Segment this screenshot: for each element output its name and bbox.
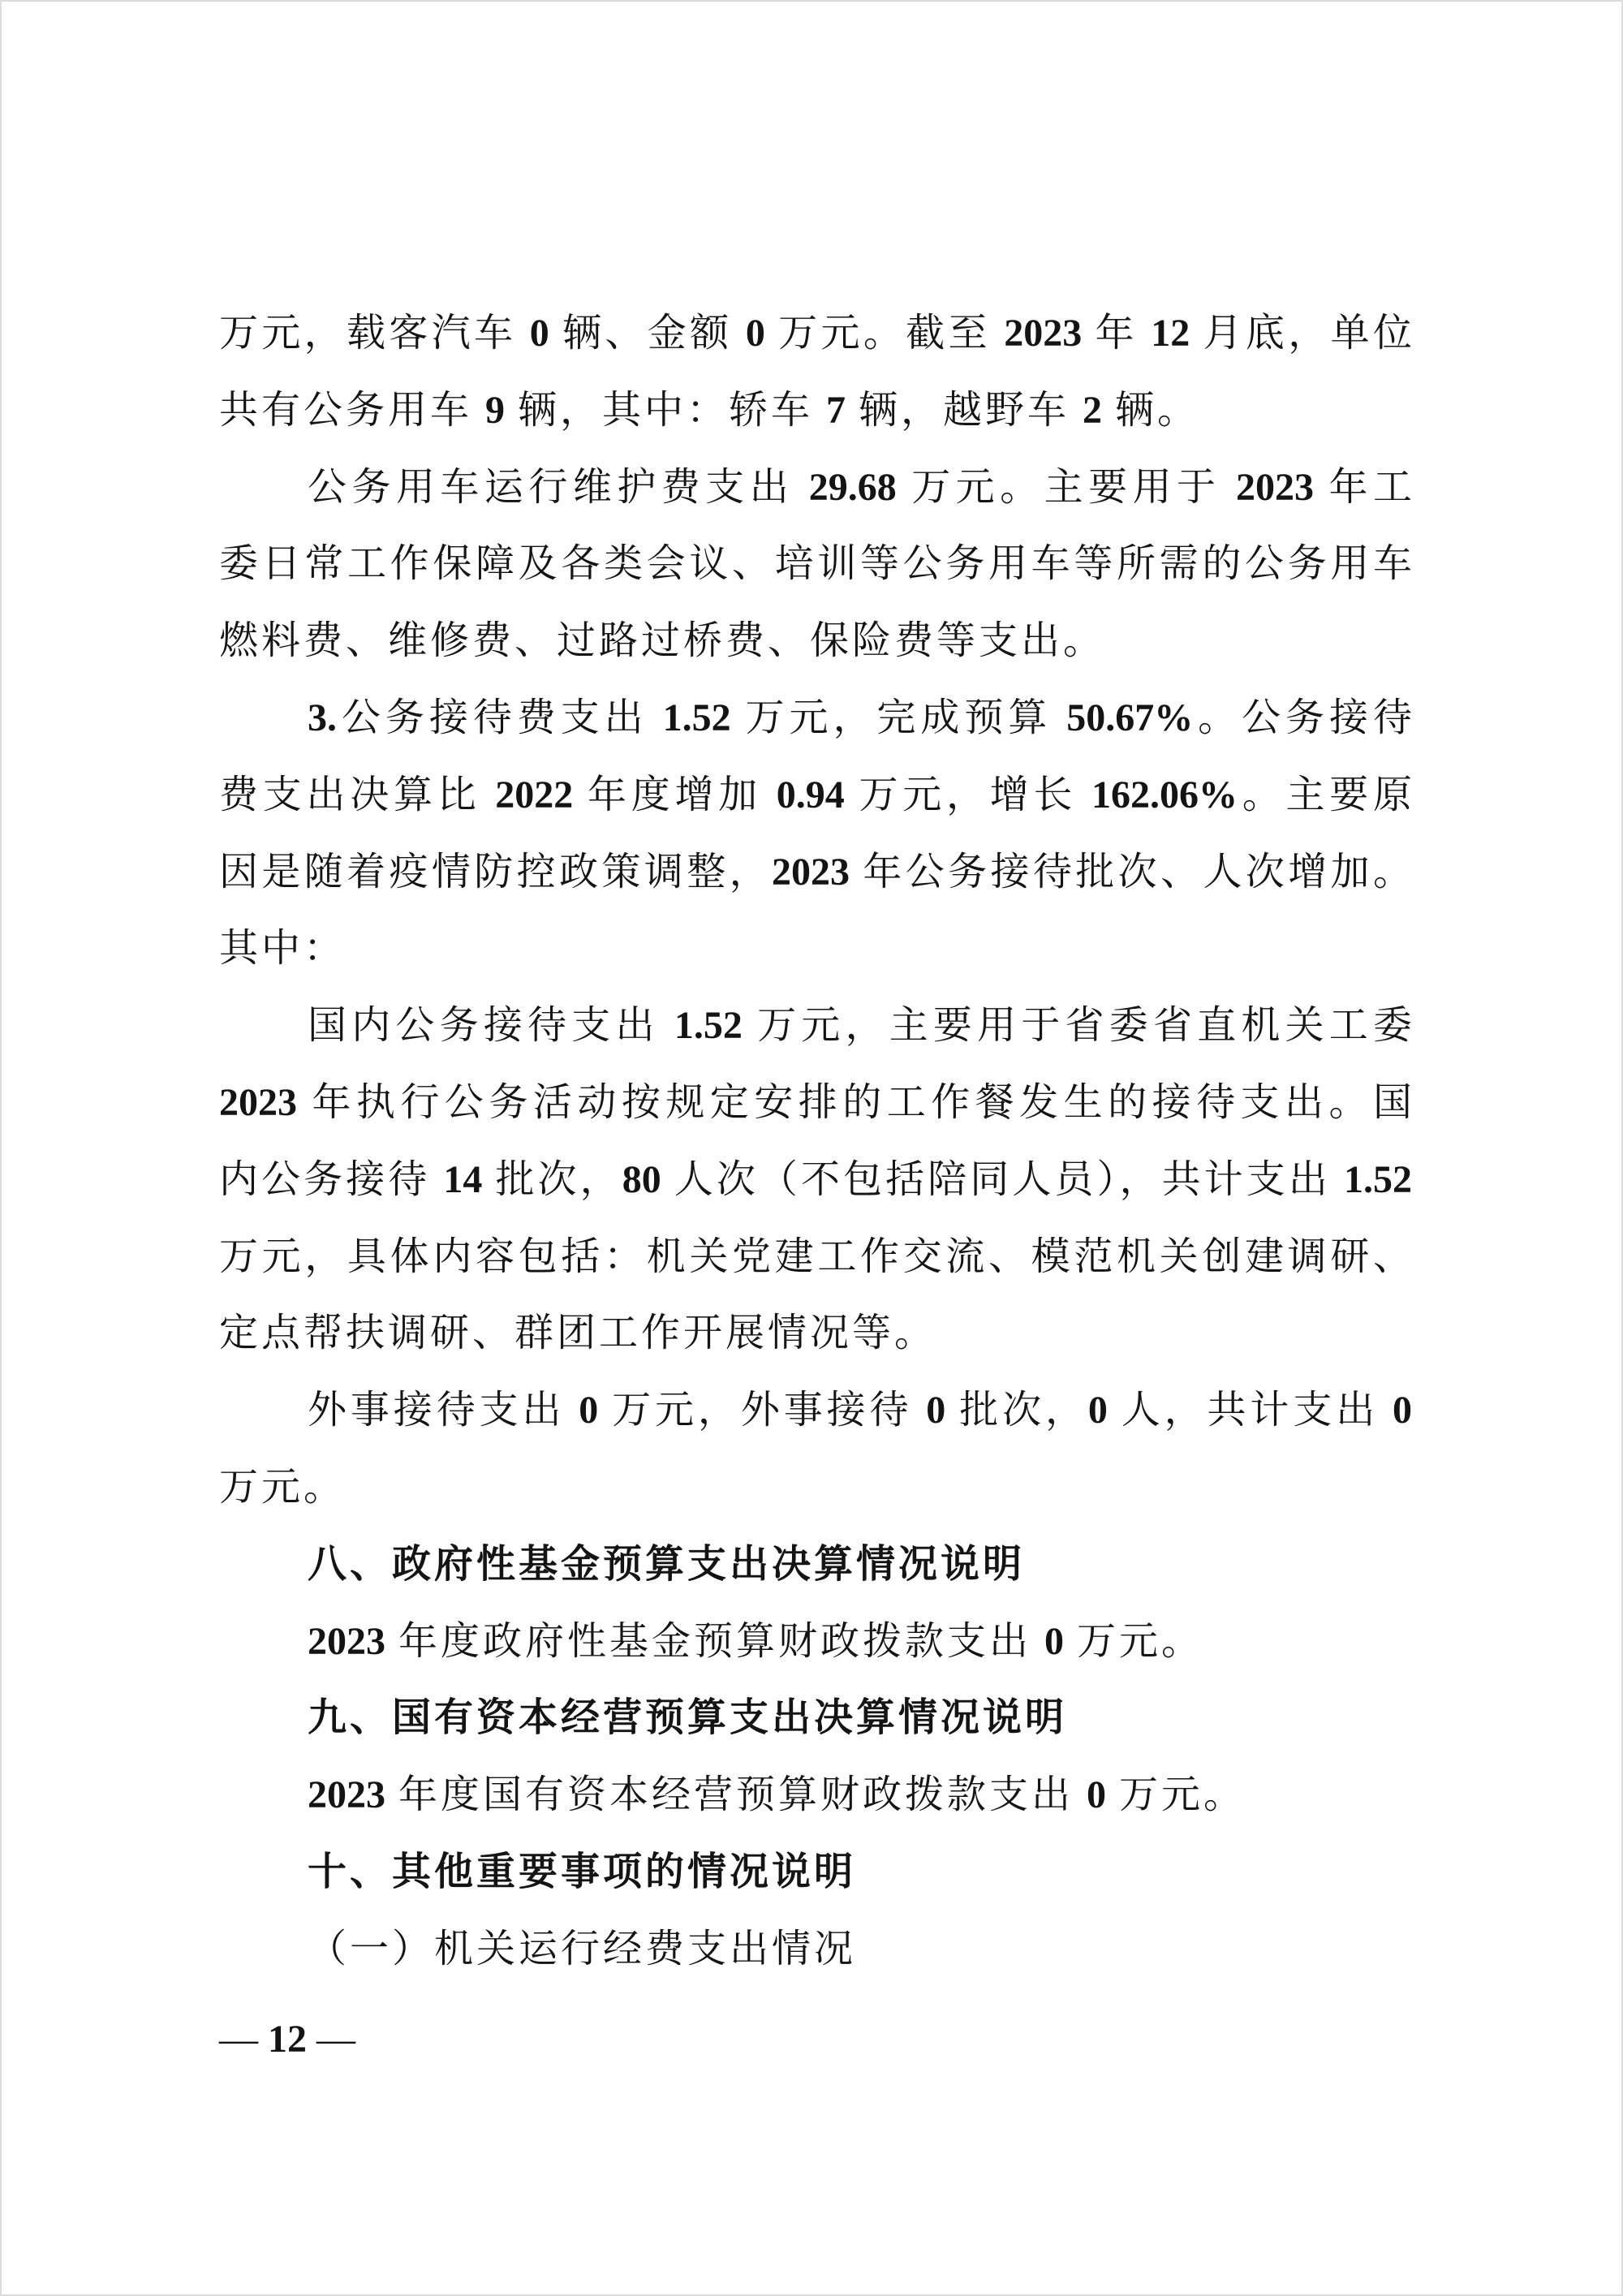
text-run: 辆。	[1102, 388, 1200, 432]
number-value: 1.52	[1343, 1157, 1412, 1201]
text-run: 人次（不包括陪同人员），共计支出	[661, 1157, 1344, 1201]
text-run: 年执行公务活动按规定安排的工作餐发生的接待支出。国	[297, 1080, 1412, 1124]
text-run: 辆、金额	[549, 312, 746, 355]
body-line	[219, 1372, 1412, 1450]
paragraph-foreign-reception	[219, 1372, 1412, 1527]
body-line	[219, 1065, 1412, 1142]
document-body	[219, 295, 1412, 1988]
section-9-body	[219, 1757, 1412, 1834]
body-line	[219, 988, 1412, 1065]
section-heading-8: 八、政府性基金预算支出决算情况说明	[308, 1542, 1026, 1586]
text-run: 定点帮扶调研、群团工作开展情况等。	[219, 1312, 937, 1355]
text-run: 万元，外事接待	[598, 1389, 927, 1432]
body-line	[219, 911, 1412, 988]
body-line	[219, 757, 1412, 834]
text-run: 年公务接待批次、人次增加。	[850, 850, 1412, 894]
body-line	[219, 1142, 1412, 1219]
number-value: 1.52	[662, 696, 731, 739]
text-run: 人，共计支出	[1107, 1389, 1393, 1432]
section-heading-9: 九、国有资本经营预算支出决算情况说明	[308, 1696, 1068, 1740]
text-run: 公务接待费支出	[337, 696, 663, 739]
text-run: 年度国有资本经营预算财政拨款支出	[385, 1773, 1087, 1817]
text-run: 年度增加	[573, 773, 777, 816]
text-run: 年工	[1314, 465, 1412, 509]
number-value: 1.52	[674, 1004, 743, 1048]
text-run: 委日常工作保障及各类会议、培训等公务用车等所需的公务用车	[219, 542, 1412, 586]
text-run: 因是随着疫情防控政策调整，	[219, 850, 772, 894]
body-line	[219, 1219, 1412, 1296]
number-value: 0	[745, 312, 765, 355]
paragraph-reception-expense	[219, 680, 1412, 988]
number-value: 12	[1151, 312, 1190, 355]
number-value: 0	[926, 1389, 946, 1432]
page-number: 12	[268, 2018, 307, 2061]
body-line	[219, 834, 1412, 911]
text-run: 年	[1082, 312, 1152, 355]
text-run: 其中：	[219, 927, 347, 971]
number-value: 9	[485, 388, 506, 432]
page-number-suffix: —	[307, 2018, 355, 2061]
number-value: 2023	[1236, 465, 1315, 509]
text-run: 公务用车运行维护费支出	[308, 465, 809, 509]
number-value: 0	[1087, 1389, 1108, 1432]
body-line	[219, 1295, 1412, 1372]
number-value: 2023	[308, 1619, 385, 1663]
number-value: 7	[826, 388, 846, 432]
text-run: 万元。主要用于	[896, 465, 1237, 509]
text-run: 批次，	[945, 1389, 1088, 1432]
section-heading-10: 十、其他重要事项的情况说明	[308, 1850, 857, 1893]
text-run: 万元。	[1064, 1619, 1204, 1663]
number-value: 0.94	[776, 773, 845, 816]
text-run: 共有公务用车	[219, 388, 486, 432]
text-run: 外事接待支出	[308, 1389, 579, 1432]
text-run: 费支出决算比	[219, 773, 496, 816]
text-run: 燃料费、维修费、过路过桥费、保险费等支出。	[219, 619, 1106, 663]
text-run: 万元。	[1106, 1773, 1246, 1817]
page-number-prefix: —	[219, 2018, 268, 2061]
body-line	[219, 295, 1412, 373]
number-value: 0	[579, 1389, 599, 1432]
number-value: 2023	[1004, 312, 1083, 355]
number-value: 2022	[495, 773, 574, 816]
text-run: 。主要原	[1237, 773, 1412, 816]
text-run: 万元，载客汽车	[219, 312, 530, 355]
text-run: 国内公务接待支出	[308, 1004, 674, 1048]
text-run: 月底，单位	[1190, 312, 1412, 355]
number-value: 2023	[772, 850, 850, 894]
section-8-body	[219, 1604, 1412, 1681]
number-value: 0	[1087, 1773, 1107, 1817]
number-value: 29.68	[808, 465, 897, 509]
subsection-heading: （一）机关运行经费支出情况	[308, 1927, 857, 1971]
body-line	[219, 603, 1412, 680]
paragraph-vehicle-maintenance	[219, 450, 1412, 680]
text-run: 。公务接待	[1193, 696, 1412, 739]
number-value: 50.67%	[1066, 696, 1194, 739]
text-run: 万元，具体内容包括：机关党建工作交流、模范机关创建调研、	[219, 1234, 1412, 1278]
body-line	[219, 680, 1412, 757]
text-run: 万元，主要用于省委省直机关工委	[742, 1004, 1412, 1048]
section-8	[219, 1527, 1412, 1681]
section-9	[219, 1680, 1412, 1834]
section-10	[219, 1834, 1412, 1988]
text-run: 年度政府性基金预算财政拨款支出	[385, 1619, 1045, 1663]
text-run: 内公务接待	[219, 1157, 444, 1201]
number-value: 2023	[219, 1080, 297, 1124]
text-run: 万元。截至	[764, 312, 1005, 355]
paragraph-domestic-reception	[219, 988, 1412, 1372]
paragraph-vehicle-count	[219, 295, 1412, 450]
list-number: 3.	[308, 696, 337, 739]
text-run: 辆，越野车	[846, 388, 1083, 432]
page-footer	[219, 2001, 355, 2078]
text-run: 万元，完成预算	[730, 696, 1067, 739]
body-line	[219, 1450, 1412, 1527]
number-value: 14	[443, 1157, 483, 1201]
body-line	[219, 526, 1412, 603]
text-run: 万元。	[219, 1465, 347, 1509]
number-value: 0	[1044, 1619, 1065, 1663]
body-line	[219, 450, 1412, 527]
body-line	[219, 373, 1412, 450]
text-run: 辆，其中：轿车	[505, 388, 827, 432]
number-value: 0	[1393, 1389, 1412, 1432]
number-value: 80	[622, 1157, 661, 1201]
number-value: 2	[1083, 388, 1103, 432]
text-run: 批次，	[482, 1157, 622, 1201]
number-value: 2023	[308, 1773, 385, 1817]
text-run: 万元，增长	[844, 773, 1091, 816]
number-value: 0	[529, 312, 549, 355]
number-value: 162.06%	[1091, 773, 1238, 816]
